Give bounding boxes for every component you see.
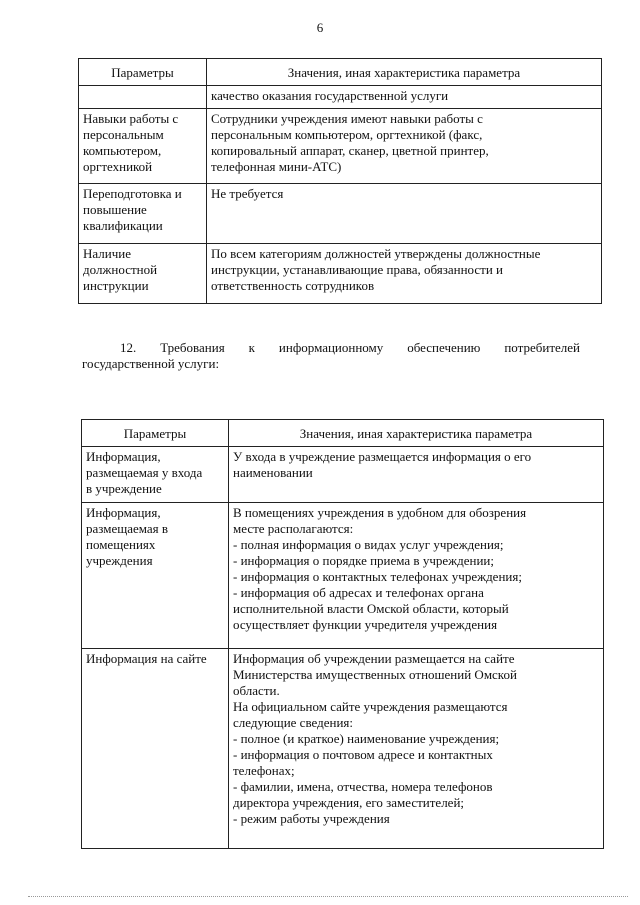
table-row bbox=[79, 109, 602, 184]
value-cell bbox=[229, 503, 604, 649]
section-heading bbox=[82, 340, 580, 372]
text-line: - фамилии, имена, отчества, номера телефонов bbox=[233, 779, 493, 794]
text-line: размещаемая в bbox=[86, 521, 169, 536]
table-cell-continuation: качество оказания государственной услуги bbox=[207, 86, 602, 109]
value-cell bbox=[207, 244, 602, 304]
table-row bbox=[82, 649, 604, 849]
table-header-row bbox=[82, 420, 604, 447]
text-line: инструкции, устанавливающие права, обязанности и bbox=[211, 262, 503, 277]
text-line: Министерства имущественных отношений Омской bbox=[233, 667, 517, 682]
text-line: Наличие bbox=[83, 246, 131, 261]
text-line: помещениях bbox=[86, 537, 156, 552]
text-line: телефонах; bbox=[233, 763, 295, 778]
text-line: Информация, bbox=[86, 505, 161, 520]
text-line: В помещениях учреждения в удобном для обозрения bbox=[233, 505, 527, 520]
text-line: персональным компьютером, оргтехникой (факс, bbox=[211, 127, 483, 142]
value-cell bbox=[229, 649, 604, 849]
section-heading-line: 12. Требования к информационному обеспечению потребителей bbox=[120, 340, 580, 355]
text-line: квалификации bbox=[83, 218, 163, 233]
page-number: 6 bbox=[316, 20, 324, 35]
text-line: Переподготовка и bbox=[83, 186, 182, 201]
text-line: Информация на сайте bbox=[86, 651, 207, 666]
text-line: месте располагаются: bbox=[233, 521, 354, 536]
param-cell bbox=[82, 649, 229, 849]
text-line: оргтехникой bbox=[83, 159, 153, 174]
text-line: компьютером, bbox=[83, 143, 162, 158]
text-line: персональным bbox=[83, 127, 164, 142]
text-line: следующие сведения: bbox=[233, 715, 353, 730]
param-cell bbox=[82, 503, 229, 649]
text-line: области. bbox=[233, 683, 280, 698]
text-line: - информация о порядке приема в учреждении; bbox=[233, 553, 494, 568]
text-line: учреждения bbox=[86, 553, 153, 568]
table-row bbox=[82, 447, 604, 503]
text-line: У входа в учреждение размещается информация о его bbox=[233, 449, 532, 464]
table-header-row bbox=[79, 59, 602, 86]
text-line: Информация, bbox=[86, 449, 161, 464]
table-row bbox=[79, 184, 602, 244]
text-line: осуществляет функции учредителя учреждения bbox=[233, 617, 498, 632]
table-cell-empty bbox=[79, 86, 207, 109]
table-row bbox=[79, 244, 602, 304]
text-line: На официальном сайте учреждения размещаются bbox=[233, 699, 508, 714]
value-cell bbox=[207, 109, 602, 184]
text-line: - информация об адресах и телефонах органа bbox=[233, 585, 484, 600]
header-values: Значения, иная характеристика параметра bbox=[207, 59, 602, 86]
text-line: - полное (и краткое) наименование учреждения; bbox=[233, 731, 500, 746]
text-line: телефонная мини-АТС) bbox=[211, 159, 342, 174]
value-cell bbox=[207, 184, 602, 244]
text-line: исполнительной власти Омской области, который bbox=[233, 601, 509, 616]
parameters-table-continued bbox=[78, 58, 602, 304]
header-parameters: Параметры bbox=[79, 59, 207, 86]
text-line: Сотрудники учреждения имеют навыки работы с bbox=[211, 111, 483, 126]
text-line: - информация о почтовом адресе и контактных bbox=[233, 747, 493, 762]
param-cell bbox=[82, 447, 229, 503]
text-line: Навыки работы с bbox=[83, 111, 179, 126]
header-parameters: Параметры bbox=[82, 420, 229, 447]
text-line: - информация о контактных телефонах учреждения; bbox=[233, 569, 522, 584]
text-line: должностной bbox=[83, 262, 158, 277]
scan-artifact-divider bbox=[28, 896, 628, 898]
text-line: Информация об учреждении размещается на сайте bbox=[233, 651, 515, 666]
param-cell bbox=[79, 109, 207, 184]
text-line: По всем категориям должностей утверждены должностные bbox=[211, 246, 541, 261]
param-cell bbox=[79, 184, 207, 244]
text-line: размещаемая у входа bbox=[86, 465, 203, 480]
text-line: Не требуется bbox=[211, 186, 284, 201]
text-line: повышение bbox=[83, 202, 147, 217]
text-line: ответственность сотрудников bbox=[211, 278, 375, 293]
param-cell bbox=[79, 244, 207, 304]
text-line: инструкции bbox=[83, 278, 149, 293]
header-values: Значения, иная характеристика параметра bbox=[229, 420, 604, 447]
information-requirements-table bbox=[81, 419, 604, 849]
text-line: наименовании bbox=[233, 465, 313, 480]
table-row bbox=[79, 86, 602, 109]
value-cell bbox=[229, 447, 604, 503]
text-line: - режим работы учреждения bbox=[233, 811, 390, 826]
section-heading-line: государственной услуги: bbox=[82, 356, 220, 371]
text-line: - полная информация о видах услуг учреждения; bbox=[233, 537, 504, 552]
text-line: в учреждение bbox=[86, 481, 162, 496]
text-line: копировальный аппарат, сканер, цветной принтер, bbox=[211, 143, 489, 158]
text-line: директора учреждения, его заместителей; bbox=[233, 795, 465, 810]
table-row bbox=[82, 503, 604, 649]
